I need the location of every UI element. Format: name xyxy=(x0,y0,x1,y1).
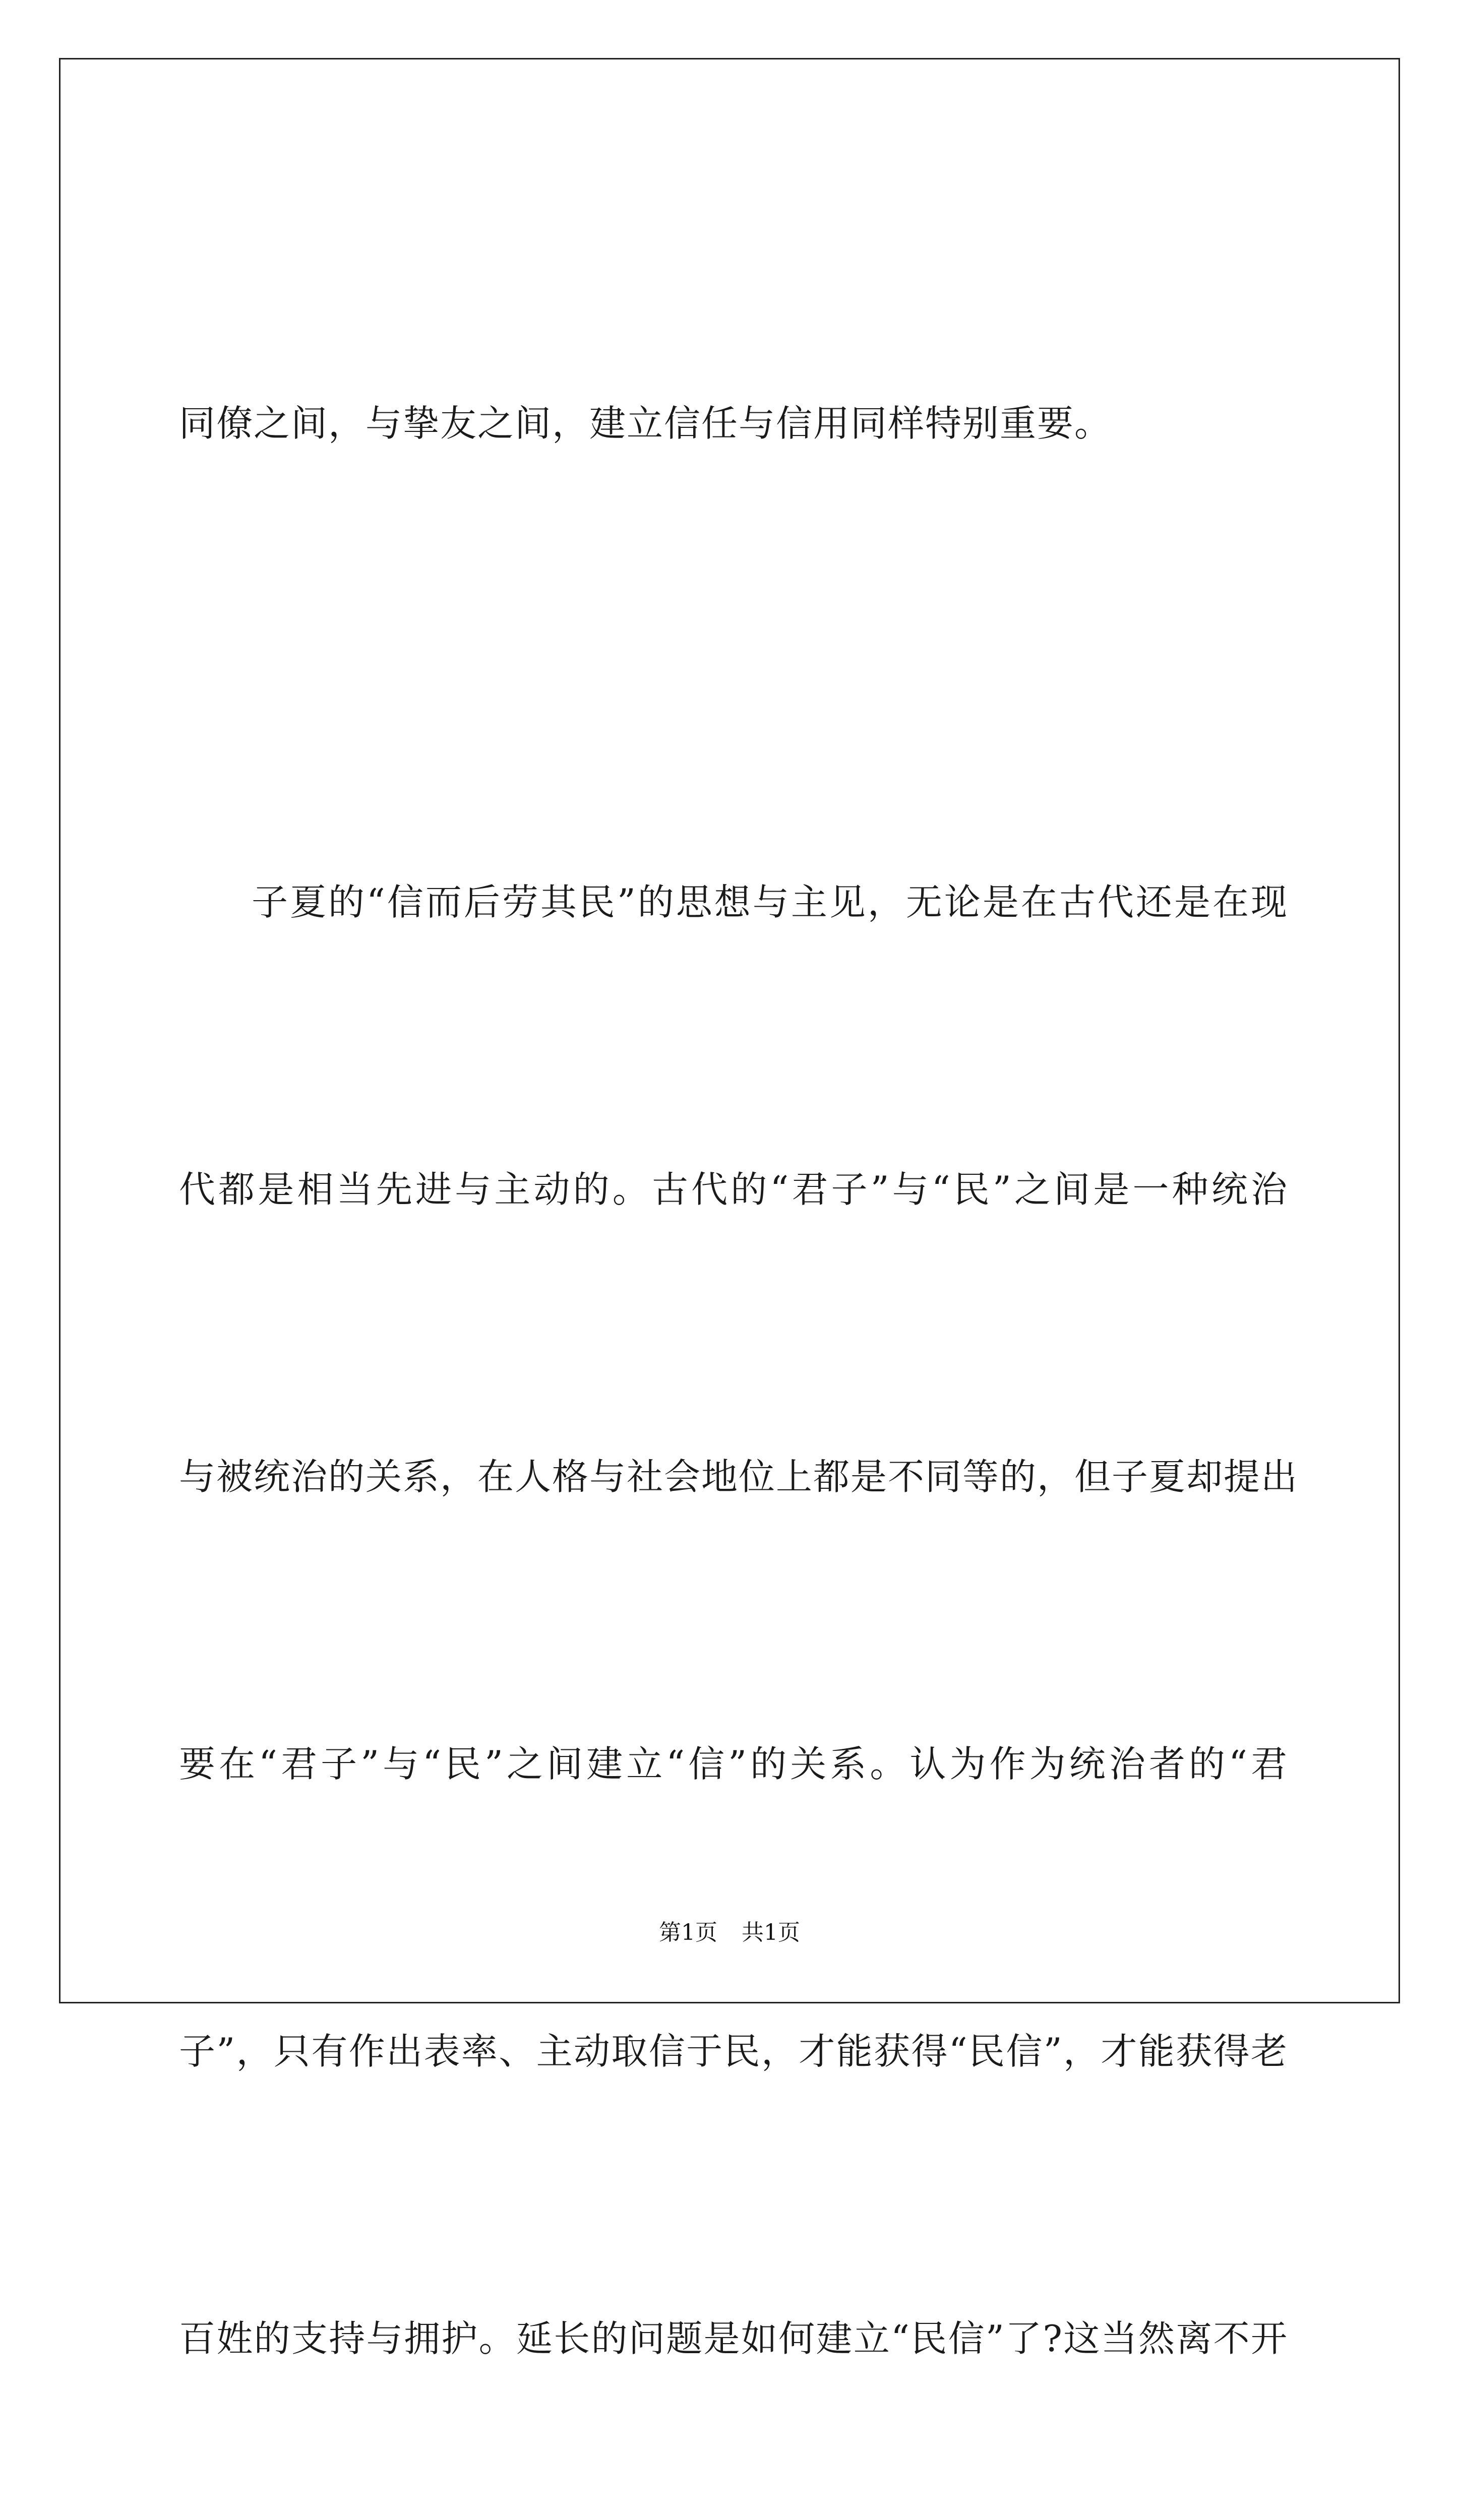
text-line: 同僚之间，与挚友之间，建立信任与信用同样特别重要。 xyxy=(179,402,1112,445)
text-line: 与被统治的关系，在人格与社会地位上都是不同等的，但子夏却提出 xyxy=(179,1456,1299,1498)
page-total: 共1页 xyxy=(742,1920,800,1945)
page-footer xyxy=(0,1914,1459,1946)
text-line: 百姓的支持与拥护。延长的问题是如何建立“民信”了?这当然离不开 xyxy=(179,2317,1288,2360)
text-line: 代都是相当先进与主动的。古代的“君子”与“民”之间是一种统治 xyxy=(179,1168,1288,1211)
paragraph-1 xyxy=(179,184,1288,663)
document-body xyxy=(179,184,1299,2520)
text-line: 要在“君子”与“民”之间建立“信”的关系。认为作为统治者的“君 xyxy=(179,1743,1288,1785)
text-line: 子夏的“信而后劳其民”的思想与主见，无论是在古代还是在现 xyxy=(252,881,1288,923)
text-line: 子”，只有作出表率、主动取信于民，才能获得“民信”，才能获得老 xyxy=(179,2030,1288,2072)
paragraph-2 xyxy=(179,663,1299,2520)
page-number: 第1页 xyxy=(659,1920,717,1945)
